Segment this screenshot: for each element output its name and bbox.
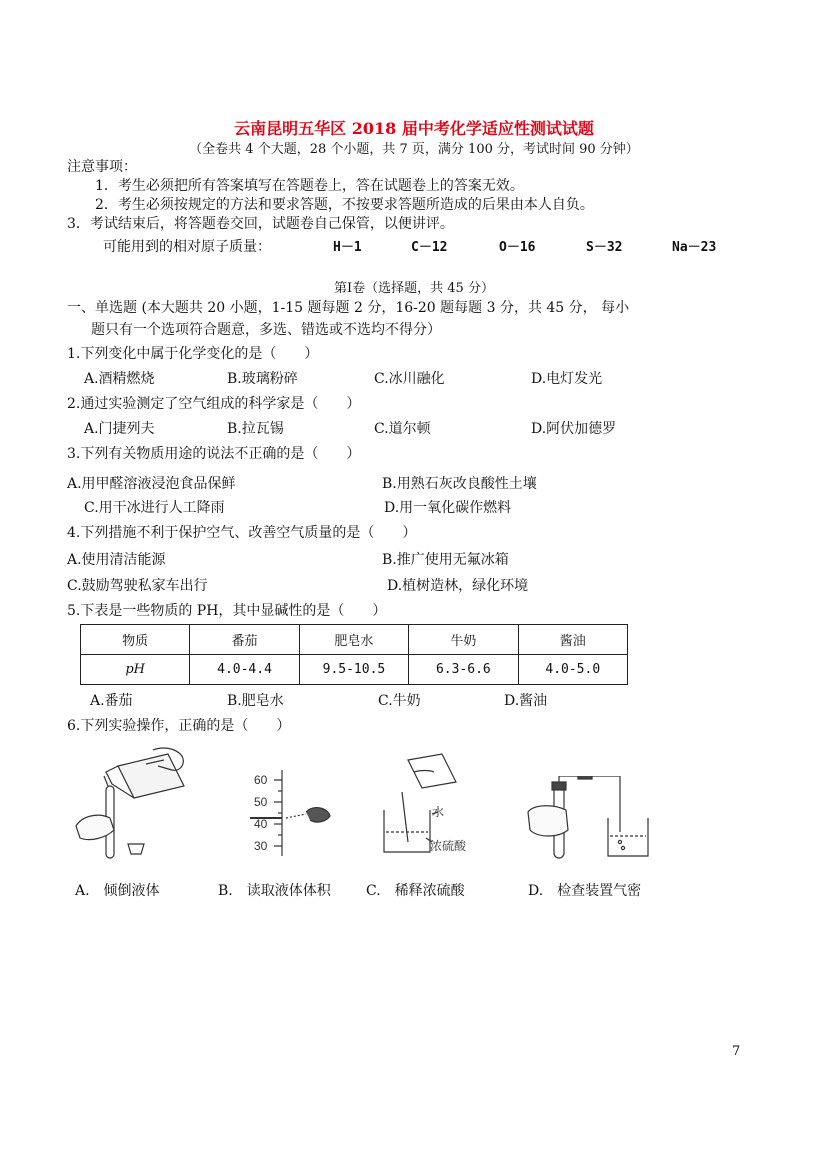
ph-table-header-row	[81, 625, 628, 655]
pouring-liquid-figure	[68, 746, 190, 862]
ph-table-header-cell: 物质	[81, 625, 190, 655]
question-3-option-b: B.用熟石灰改良酸性土壤	[382, 476, 537, 492]
question-5-option-a: A.番茄	[90, 693, 133, 709]
question-4-option-c: C.鼓励驾驶私家车出行	[67, 578, 208, 594]
graduated-cylinder-figure	[236, 768, 346, 864]
page-number: 7	[732, 1044, 741, 1059]
ph-table-cell: 4.0-5.0	[518, 655, 627, 685]
atomic-mass-s: S－32	[586, 240, 623, 255]
atomic-mass-label: 可能用到的相对原子质量：	[103, 239, 271, 255]
ph-table-header-cell: 番茄	[190, 625, 299, 655]
diluting-acid-figure	[372, 752, 482, 864]
ph-table-header-cell: 肥皂水	[299, 625, 408, 655]
question-3-option-c: C.用干冰进行人工降雨	[84, 500, 225, 516]
question-4-option-d: D.植树造林，绿化环境	[387, 578, 529, 594]
question-6-option-a: A. 倾倒液体	[75, 883, 160, 899]
atomic-mass-h: H－1	[333, 240, 362, 255]
page-subtitle: （全卷共 4 个大题，28 个小题，共 7 页，满分 100 分，考试时间 90 分钟）	[189, 142, 639, 157]
cylinder-tick-30: 30	[254, 839, 268, 853]
atomic-mass-c: C－12	[411, 240, 448, 255]
cylinder-tick-40: 40	[254, 817, 268, 831]
ph-table-cell: 4.0-4.4	[190, 655, 299, 685]
question-6-option-b: B. 读取液体体积	[218, 883, 331, 899]
question-5-option-c: C.牛奶	[378, 693, 421, 709]
ph-table-cell: 9.5-10.5	[299, 655, 408, 685]
question-4-option-a: A.使用清洁能源	[67, 552, 166, 568]
atomic-mass-o: O－16	[499, 240, 536, 255]
acid-label: 浓硫酸	[430, 839, 467, 853]
question-1-option-c: C.冰川融化	[374, 371, 445, 387]
cylinder-tick-60: 60	[254, 773, 268, 787]
page-title: 云南昆明五华区 2018 届中考化学适应性测试试题	[234, 119, 594, 138]
atomic-mass-na: Na－23	[672, 240, 717, 255]
section-instruction-1: 一、单选题 (本大题共 20 小题，1-15 题每题 2 分，16-20 题每题 3 分，共 45 分， 每小	[67, 300, 630, 316]
ph-table-row-label: pH	[81, 655, 190, 685]
question-5-option-d: D.酱油	[504, 693, 548, 709]
question-6-stem: 6.下列实验操作，正确的是（ ）	[67, 718, 291, 734]
question-4-stem: 4.下列措施不利于保护空气、改善空气质量的是（ ）	[67, 525, 417, 541]
airtightness-figure	[524, 776, 664, 864]
question-5-option-b: B.肥皂水	[227, 693, 284, 709]
ph-table-header-cell: 酱油	[518, 625, 627, 655]
question-3-stem: 3.下列有关物质用途的说法不正确的是（ ）	[67, 446, 361, 462]
notice-item-1: 1．考生必须把所有答案填写在答题卷上，答在试题卷上的答案无效。	[95, 178, 524, 194]
section-instruction-2: 题只有一个选项符合题意，多选、错选或不选均不得分）	[91, 322, 441, 338]
section-title: 第Ⅰ卷（选择题，共 45 分）	[334, 281, 494, 296]
question-2-option-a: A.门捷列夫	[84, 421, 155, 437]
cylinder-tick-50: 50	[254, 795, 268, 809]
ph-table-header-cell: 牛奶	[409, 625, 518, 655]
ph-table-value-row	[81, 655, 628, 685]
question-3-option-a: A.用甲醛溶液浸泡食品保鲜	[67, 476, 236, 492]
question-2-stem: 2.通过实验测定了空气组成的科学家是（ ）	[67, 396, 361, 412]
question-2-option-b: B.拉瓦锡	[227, 421, 284, 437]
ph-table	[80, 624, 628, 685]
question-4-option-b: B.推广使用无氟冰箱	[382, 552, 509, 568]
notice-heading: 注意事项：	[67, 159, 137, 175]
question-3-option-d: D.用一氧化碳作燃料	[384, 500, 512, 516]
question-2-option-d: D.阿伏加德罗	[531, 421, 617, 437]
question-2-option-c: C.道尔顿	[374, 421, 431, 437]
question-1-option-a: A.酒精燃烧	[84, 371, 155, 387]
question-6-option-c: C. 稀释浓硫酸	[366, 883, 465, 899]
question-1-option-b: B.玻璃粉碎	[227, 371, 298, 387]
question-6-option-d: D. 检查装置气密	[528, 883, 642, 899]
notice-item-2: 2．考生必须按规定的方法和要求答题，不按要求答题所造成的后果由本人自负。	[95, 197, 594, 213]
notice-item-3: 3．考试结束后，将答题卷交回，试题卷自己保管，以便讲评。	[67, 216, 454, 232]
question-5-stem: 5.下表是一些物质的 PH，其中显碱性的是（ ）	[67, 603, 387, 619]
question-1-stem: 1.下列变化中属于化学变化的是（ ）	[67, 346, 319, 362]
water-label: 水	[432, 805, 445, 819]
question-1-option-d: D.电灯发光	[531, 371, 603, 387]
ph-table-cell: 6.3-6.6	[409, 655, 518, 685]
